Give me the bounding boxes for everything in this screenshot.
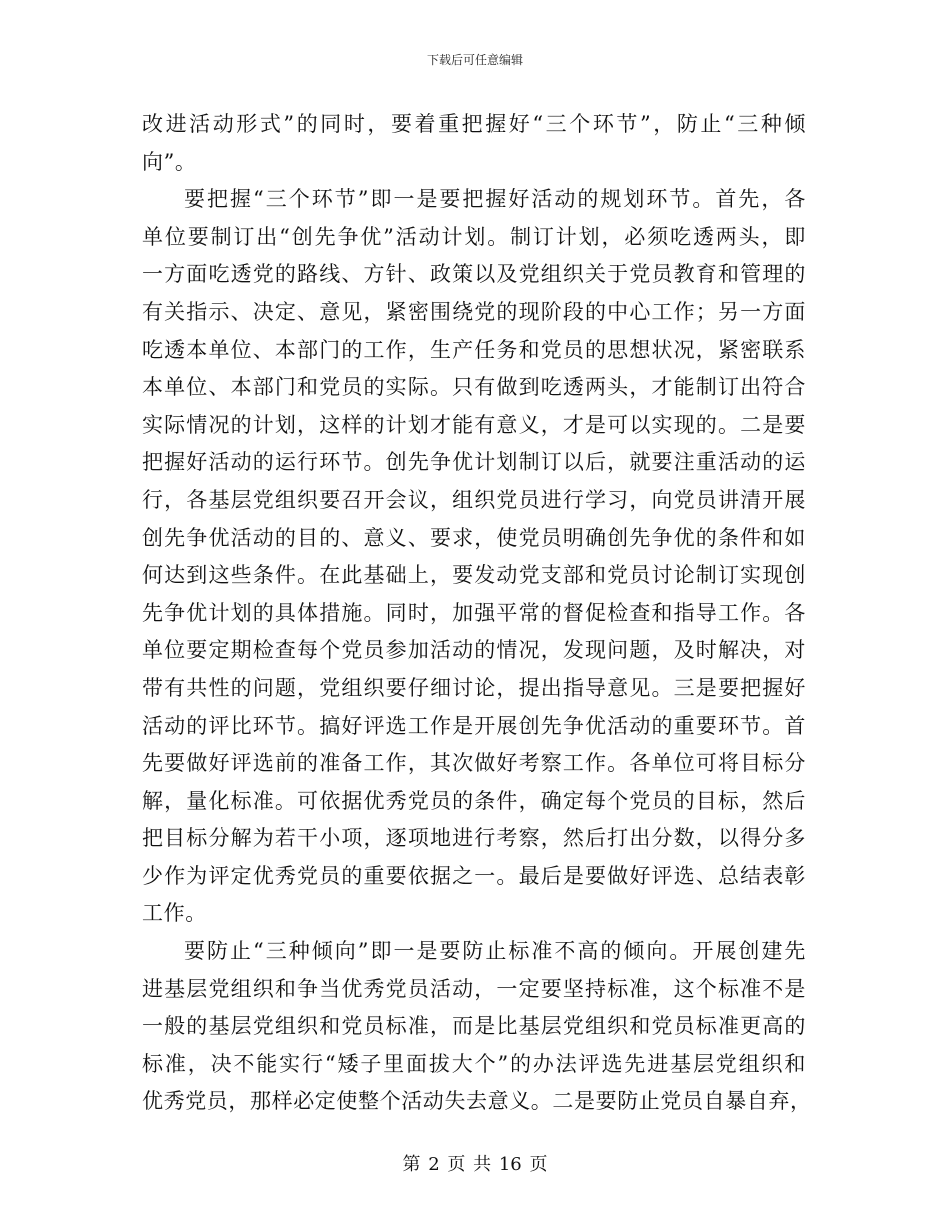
body-text-line: 吃透本单位、本部门的工作，生产任务和党员的思想状况，紧密联系 [142, 337, 806, 362]
body-text-line: 创先争优活动的目的、意义、要求，使党员明确创先争优的条件和如 [142, 525, 806, 550]
body-text-line: 工作。 [142, 901, 207, 926]
body-text-line: 把目标分解为若干小项，逐项地进行考察，然后打出分数，以得分多 [142, 826, 806, 851]
body-text-line: 解，量化标准。可依据优秀党员的条件，确定每个党员的目标，然后 [142, 788, 806, 813]
body-text-line: 单位要定期检查每个党员参加活动的情况，发现问题，及时解决，对 [142, 638, 806, 663]
body-text-line: 单位要制订出“创先争优”活动计划。制订计划，必须吃透两头，即 [142, 224, 806, 249]
page-header: 下载后可任意编辑 [426, 53, 523, 67]
body-text-line: 一方面吃透党的路线、方针、政策以及党组织关于党员教育和管理的 [142, 262, 806, 287]
body-text-line: 行，各基层党组织要召开会议，组织党员进行学习，向党员讲清开展 [142, 487, 806, 512]
body-text-line: 何达到这些条件。在此基础上，要发动党支部和党员讨论制订实现创 [142, 563, 806, 588]
body-text-line: 进基层党组织和争当优秀党员活动，一定要坚持标准，这个标准不是 [142, 976, 806, 1001]
body-text-line: 把握好活动的运行环节。创先争优计划制订以后，就要注重活动的运 [142, 450, 806, 475]
document-body [142, 106, 812, 1121]
body-text-line: 标准，决不能实行“矮子里面拔大个”的办法评选先进基层党组织和 [142, 1051, 806, 1076]
body-text-line: 改进活动形式”的同时，要着重把握好“三个环节”，防止“三种倾 [142, 112, 806, 136]
page-footer: 第 2 页 共 16 页 [402, 1154, 548, 1175]
body-text-line: 要防止“三种倾向”即一是要防止标准不高的倾向。开展创建先 [184, 939, 806, 964]
body-text-line: 一般的基层党组织和党员标准，而是比基层党组织和党员标准更高的 [142, 1014, 806, 1039]
body-text-line: 少作为评定优秀党员的重要依据之一。最后是要做好评选、总结表彰 [142, 863, 806, 888]
body-text-line: 要把握“三个环节”即一是要把握好活动的规划环节。首先，各 [184, 187, 806, 212]
body-text-line: 向”。 [142, 149, 197, 174]
body-text-line: 优秀党员，那样必定使整个活动失去意义。二是要防止党员自暴自弃， [142, 1089, 812, 1114]
body-text-line: 本单位、本部门和党员的实际。只有做到吃透两头，才能制订出符合 [142, 375, 806, 400]
body-text-line: 活动的评比环节。搞好评选工作是开展创先争优活动的重要环节。首 [142, 713, 806, 738]
body-text-line: 先争优计划的具体措施。同时，加强平常的督促检查和指导工作。各 [142, 600, 806, 625]
body-text-line: 带有共性的问题，党组织要仔细讨论，提出指导意见。三是要把握好 [142, 675, 806, 700]
body-text-line: 有关指示、决定、意见，紧密围绕党的现阶段的中心工作；另一方面 [142, 299, 806, 324]
body-text-line: 先要做好评选前的准备工作，其次做好考察工作。各单位可将目标分 [142, 751, 806, 776]
body-text-line: 实际情况的计划，这样的计划才能有意义，才是可以实现的。二是要 [142, 412, 806, 437]
